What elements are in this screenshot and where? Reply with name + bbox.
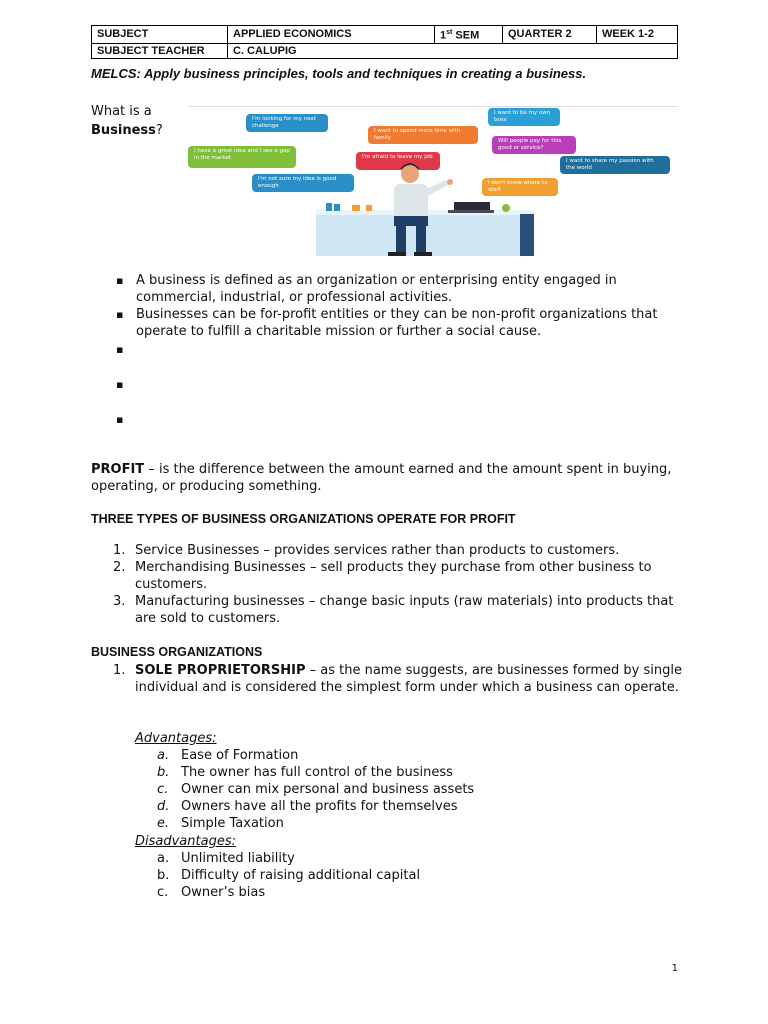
advantages-label: Advantages: [135, 731, 217, 746]
speech-bubble: I don't know where to start [482, 178, 558, 196]
speech-bubble: I want to be my own boss [488, 108, 560, 126]
semester-cell: 1st SEM [435, 26, 503, 44]
speech-bubble: I'm looking for my next challenge [246, 114, 328, 132]
list-item: c. Owner’s bias [157, 885, 266, 900]
list-item: 2. Merchandising Businesses – sell products they purchase from other business to customers. [113, 560, 652, 592]
list-item: ▪ Businesses can be for-profit entities or they can be non-profit organizations that operate to fulfill a charitable mission or further a social cause. [116, 306, 681, 340]
profit-definition: PROFIT – is the difference between the amount earned and the amount spent in buying, operating, or producing something. [91, 462, 672, 494]
header-row [92, 43, 678, 58]
header-row [92, 26, 678, 44]
speech-bubble: I'm afraid to leave my job [356, 152, 440, 170]
sole-proprietorship-item: 1. SOLE PROPRIETORSHIP – as the name suggests, are businesses formed by single individual and is considered the simplest form under which a business can operate. [113, 663, 682, 695]
melcs-statement: MELCS: Apply business principles, tools and techniques in creating a business. [91, 66, 587, 81]
list-item: 3. Manufacturing businesses – change basic inputs (raw materials) into products that are sold to customers. [113, 594, 674, 626]
list-item: b. Difficulty of raising additional capital [157, 868, 421, 883]
speech-bubble: I'm not sure my idea is good enough [252, 174, 354, 192]
subject-header-table [91, 25, 678, 59]
subject-value: APPLIED ECONOMICS [228, 26, 435, 44]
teacher-label: SUBJECT TEACHER [92, 43, 228, 58]
speech-bubble: I have a great idea and I see a gap in the market [188, 146, 296, 168]
what-is-business-heading: What is a Business? [91, 104, 163, 138]
subject-label: SUBJECT [92, 26, 228, 44]
page-number: 1 [671, 963, 678, 974]
three-types-heading: THREE TYPES OF BUSINESS ORGANIZATIONS OPERATE FOR PROFIT [91, 512, 516, 526]
list-item: ▪ A business is defined as an organization or enterprising entity engaged in commercial, industrial, or professional activities. [116, 272, 681, 306]
quarter-cell: QUARTER 2 [503, 26, 597, 44]
person-at-desk-icon [188, 104, 678, 256]
list-item [116, 341, 681, 358]
list-item: 1. Service Businesses – provides services rather than products to customers. [113, 543, 620, 558]
business-illustration [188, 104, 678, 256]
list-item [116, 411, 681, 428]
business-definition-list [116, 272, 681, 428]
week-cell: WEEK 1-2 [597, 26, 678, 44]
disadvantages-label: Disadvantages: [135, 834, 236, 849]
list-item: a. Ease of Formation [157, 748, 299, 763]
three-types-list [113, 542, 683, 627]
list-item [116, 376, 681, 393]
list-item: d. Owners have all the profits for themselves [157, 799, 458, 814]
list-item: b. The owner has full control of the business [157, 765, 453, 780]
speech-bubble: I want to share my passion with the world [560, 156, 670, 174]
business-organizations-heading: BUSINESS ORGANIZATIONS [91, 645, 263, 659]
speech-bubble: I want to spend more time with family [368, 126, 478, 144]
advantages-list [157, 747, 657, 832]
list-item: a. Unlimited liability [157, 851, 295, 866]
teacher-value: C. CALUPIG [228, 43, 678, 58]
list-item: e. Simple Taxation [157, 816, 284, 831]
list-item: c. Owner can mix personal and business assets [157, 782, 475, 797]
disadvantages-list [157, 850, 657, 901]
speech-bubble: Will people pay for this good or service? [492, 136, 576, 154]
